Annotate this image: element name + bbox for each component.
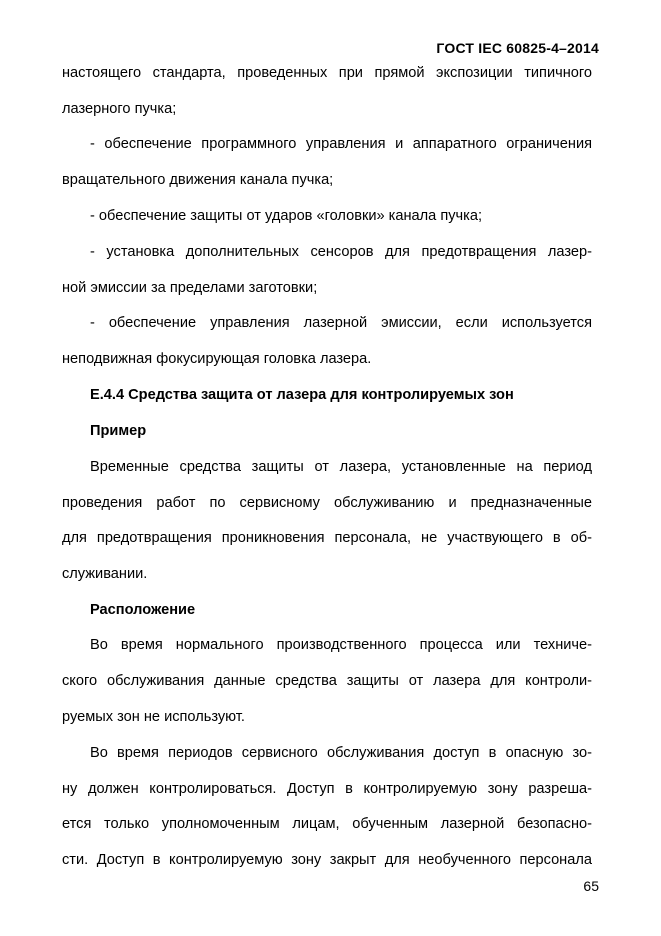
section-heading: Е.4.4 Средства защита от лазера для контролируемых зон [90, 387, 514, 403]
paragraph-line: сти. Доступ в контролируемую зону закрыт для необученного персонала [62, 852, 592, 868]
subheading-example: Пример [90, 423, 147, 439]
paragraph-line: служивании. [62, 566, 148, 582]
text-line: ной эмиссии за пределами заготовки; [62, 280, 318, 296]
paragraph-line: руемых зон не используют. [62, 709, 245, 725]
page-number: 65 [583, 878, 599, 894]
text-line: настоящего стандарта, проведенных при прямой экспозиции типичного [62, 65, 592, 81]
paragraph-line: ну должен контролироваться. Доступ в контролируемую зону разреша- [62, 781, 592, 797]
text-line: вращательного движения канала пучка; [62, 172, 334, 188]
text-line: неподвижная фокусирующая головка лазера. [62, 351, 372, 367]
subheading-location: Расположение [90, 602, 196, 618]
paragraph-line: ского обслуживания данные средства защиты от лазера для контроли- [62, 673, 592, 689]
paragraph-line: проведения работ по сервисному обслуживанию и предназначенные [62, 495, 592, 511]
list-item: - обеспечение защиты от ударов «головки» канала пучка; [90, 208, 483, 224]
list-item: - установка дополнительных сенсоров для предотвращения лазер- [90, 244, 592, 260]
list-item: - обеспечение программного управления и аппаратного ограничения [90, 136, 592, 152]
paragraph-line: Во время периодов сервисного обслуживания доступ в опасную зо- [90, 745, 592, 761]
list-item: - обеспечение управления лазерной эмиссии, если используется [90, 315, 592, 331]
paragraph-line: Временные средства защиты от лазера, установленные на период [90, 459, 592, 475]
paragraph-line: для предотвращения проникновения персонала, не участвующего в об- [62, 530, 592, 546]
text-line: лазерного пучка; [62, 101, 177, 117]
paragraph-line: ется только уполномоченным лицам, обученным лазерной безопасно- [62, 816, 592, 832]
standard-header: ГОСТ IEC 60825-4–2014 [436, 40, 599, 56]
paragraph-line: Во время нормального производственного процесса или техниче- [90, 637, 592, 653]
